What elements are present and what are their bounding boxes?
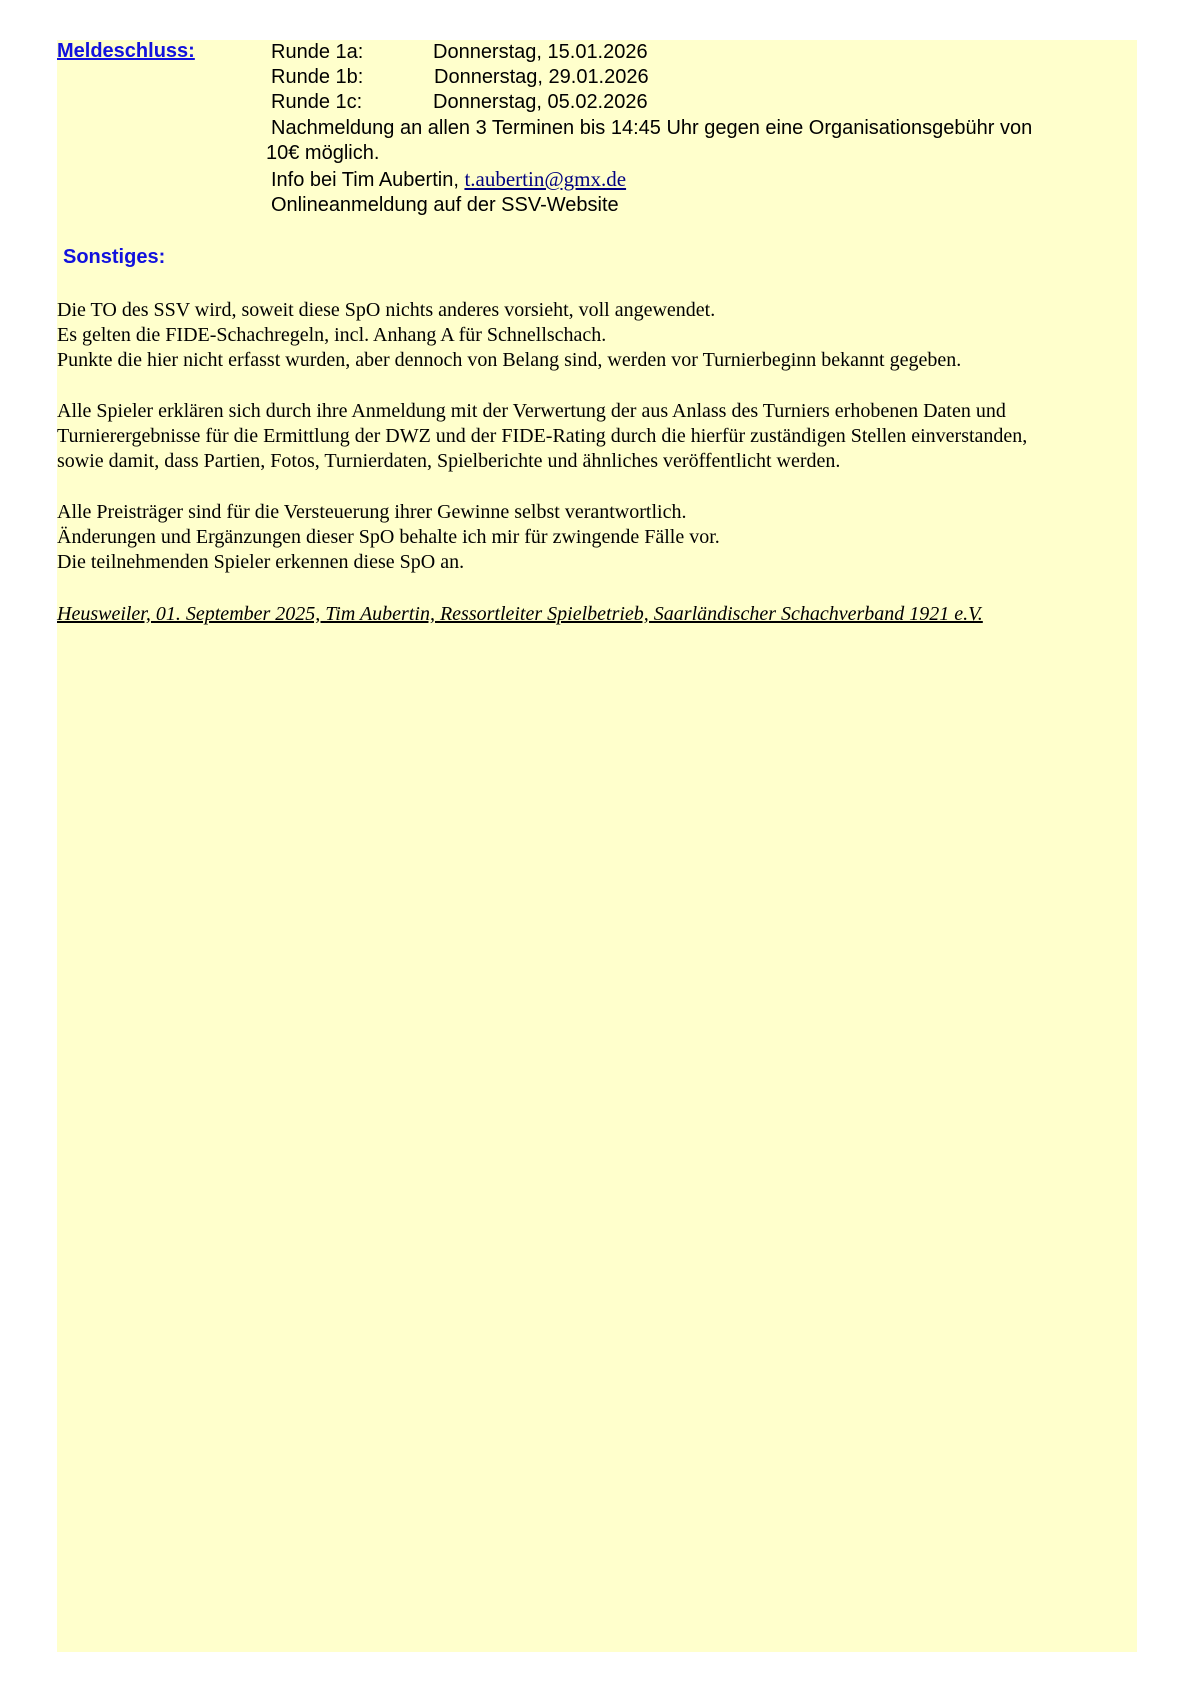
paragraph-line: Die TO des SSV wird, soweit diese SpO nichts anderes vorsieht, voll angewendet. — [57, 299, 716, 321]
paragraph-line: Turnierergebnisse für die Ermittlung der DWZ und der FIDE-Rating durch die hierfür zuständigen Stellen einverstanden, — [57, 425, 1028, 447]
round-1b-label: Runde 1b: — [271, 66, 364, 88]
paragraph-line: Die teilnehmenden Spieler erkennen diese SpO an. — [57, 551, 465, 573]
sonstiges-heading: Sonstiges: — [63, 246, 166, 268]
info-prefix: Info bei Tim Aubertin, — [271, 169, 465, 191]
info-line — [271, 167, 626, 192]
email-link[interactable]: t.aubertin@gmx.de — [464, 167, 627, 191]
late-registration-fee: 10€ möglich. — [266, 142, 380, 164]
round-1c-date: Donnerstag, 05.02.2026 — [433, 91, 648, 113]
paragraph-data-consent — [57, 399, 1137, 474]
paragraph-prizes — [57, 500, 1137, 575]
online-registration-text: Onlineanmeldung auf der SSV-Website — [271, 194, 619, 216]
round-1a-date: Donnerstag, 15.01.2026 — [433, 41, 648, 63]
paragraph-line: Alle Spieler erklären sich durch ihre Anmeldung mit der Verwertung der aus Anlass des Turniers erhobenen Daten und — [57, 400, 1006, 422]
document-panel — [57, 40, 1137, 1652]
round-1a-label: Runde 1a: — [271, 41, 364, 63]
round-1b-date: Donnerstag, 29.01.2026 — [434, 66, 649, 88]
signature-block — [57, 602, 1137, 627]
meldeschluss-heading[interactable]: Meldeschluss: — [57, 40, 195, 62]
paragraph-line: Alle Preisträger sind für die Versteuerung ihrer Gewinne selbst verantwortlich. — [57, 501, 687, 523]
round-1c-label: Runde 1c: — [271, 91, 363, 113]
paragraph-line: sowie damit, dass Partien, Fotos, Turnierdaten, Spielberichte und ähnliches veröffentlicht werden. — [57, 450, 841, 472]
late-registration-text: Nachmeldung an allen 3 Terminen bis 14:45 Uhr gegen eine Organisationsgebühr von — [271, 117, 1033, 139]
paragraph-line: Änderungen und Ergänzungen dieser SpO behalte ich mir für zwingende Fälle vor. — [57, 526, 720, 548]
paragraph-rules — [57, 298, 1137, 373]
signature-line: Heusweiler, 01. September 2025, Tim Aubertin, Ressortleiter Spielbetrieb, Saarländischer Schachverband 1921 e.V. — [57, 603, 983, 625]
paragraph-line: Punkte die hier nicht erfasst wurden, aber dennoch von Belang sind, werden vor Turnierbeginn bekannt gegeben. — [57, 349, 962, 371]
paragraph-line: Es gelten die FIDE-Schachregeln, incl. Anhang A für Schnellschach. — [57, 324, 607, 346]
